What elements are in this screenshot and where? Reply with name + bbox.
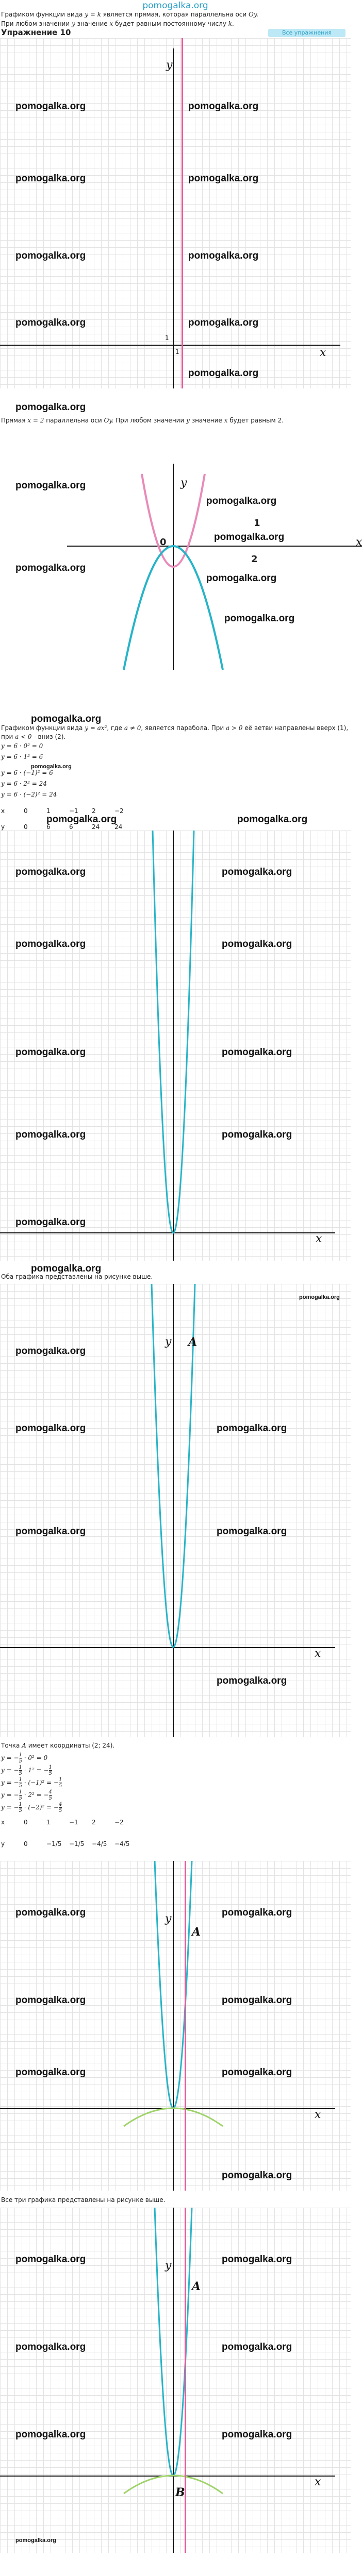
point-a-label: A bbox=[192, 1925, 201, 1939]
watermark: pomogalka.org bbox=[299, 1294, 340, 1300]
paragraph-three-graphs: Все три графика представлены на рисунке выше. bbox=[1, 2196, 166, 2204]
site-logo[interactable]: pomogalka.org bbox=[142, 1, 208, 11]
watermark: pomogalka.org bbox=[15, 2067, 86, 2078]
origin-label: 0 bbox=[160, 537, 167, 548]
watermark: pomogalka.org bbox=[31, 1263, 102, 1274]
figure-vertical-line bbox=[0, 38, 351, 388]
x-label: x bbox=[320, 346, 326, 359]
y-label: y bbox=[165, 2259, 172, 2272]
y-label: y bbox=[165, 1335, 172, 1348]
watermark: pomogalka.org bbox=[15, 1129, 86, 1140]
paragraph-point-a: Точка A имеет координаты (2; 24). bbox=[1, 1742, 115, 1749]
figure-parabola-6x2 bbox=[0, 831, 351, 1261]
watermark: pomogalka.org bbox=[15, 250, 86, 261]
watermark: pomogalka.org bbox=[15, 563, 86, 573]
watermark: pomogalka.org bbox=[15, 2342, 86, 2352]
curve-label-1: 1 bbox=[254, 518, 260, 529]
equation-line: y = 6 · 2² = 24 bbox=[1, 780, 47, 787]
watermark: pomogalka.org bbox=[15, 1346, 86, 1357]
watermark: pomogalka.org bbox=[15, 1526, 86, 1537]
watermark: pomogalka.org bbox=[188, 173, 259, 184]
y-label: y bbox=[165, 1912, 172, 1925]
y-axis bbox=[173, 48, 174, 388]
watermark: pomogalka.org bbox=[217, 1526, 287, 1537]
x-label: x bbox=[315, 2108, 321, 2121]
paragraph-intro: Графиком функции вида y = k является прямая, которая параллельна оси Oy. bbox=[1, 11, 258, 18]
line-x-equals-2 bbox=[185, 1861, 186, 2191]
x-label: x bbox=[356, 536, 362, 549]
exercise-heading: Упражнение 10 bbox=[1, 28, 71, 37]
y-label: y bbox=[180, 477, 187, 489]
paragraph-line-x2: Прямая x = 2 параллельна оси Oy. При любом значении y значение x будет равным 2. bbox=[1, 417, 284, 424]
watermark: pomogalka.org bbox=[31, 764, 72, 770]
watermark: pomogalka.org bbox=[188, 368, 259, 379]
paragraph-both-graphs: Оба графика представлены на рисунке выше. bbox=[1, 1273, 153, 1280]
table-row-x: x 0 1 −1 2 −2 bbox=[1, 1819, 124, 1826]
watermark: pomogalka.org bbox=[15, 173, 86, 184]
watermark: pomogalka.org bbox=[31, 714, 102, 724]
watermark: pomogalka.org bbox=[222, 2429, 292, 2440]
x-label: x bbox=[315, 2476, 321, 2488]
watermark: pomogalka.org bbox=[222, 1129, 292, 1140]
watermark: pomogalka.org bbox=[222, 2254, 292, 2265]
all-exercises-button[interactable]: Все упражнения bbox=[268, 29, 345, 37]
equation-line: y = 6 · 1² = 6 bbox=[1, 753, 43, 760]
watermark: pomogalka.org bbox=[46, 814, 117, 825]
watermark: pomogalka.org bbox=[237, 814, 308, 825]
point-b-label: B bbox=[175, 2486, 185, 2499]
watermark: pomogalka.org bbox=[222, 867, 292, 877]
curve-label-2: 2 bbox=[251, 554, 258, 565]
watermark: pomogalka.org bbox=[222, 1995, 292, 2006]
watermark: pomogalka.org bbox=[15, 867, 86, 877]
watermark: pomogalka.org bbox=[15, 101, 86, 112]
watermark: pomogalka.org bbox=[188, 101, 259, 112]
watermark: pomogalka.org bbox=[217, 1423, 287, 1434]
paragraph-intro-2: При любом значении y значение x будет равным постоянному числу k. bbox=[1, 20, 234, 27]
x-label: x bbox=[316, 1232, 322, 1245]
watermark: pomogalka.org bbox=[15, 480, 86, 491]
watermark: pomogalka.org bbox=[222, 2067, 292, 2078]
equation-line: y = 6 · (−1)² = 6 bbox=[1, 769, 53, 776]
watermark: pomogalka.org bbox=[206, 496, 277, 506]
watermark: pomogalka.org bbox=[15, 2537, 56, 2544]
watermark: pomogalka.org bbox=[188, 317, 259, 328]
point-a-label: A bbox=[188, 1335, 198, 1349]
table-row-x: x 0 1 −1 2 −2 bbox=[1, 807, 124, 815]
watermark: pomogalka.org bbox=[15, 1423, 86, 1434]
watermark: pomogalka.org bbox=[15, 1995, 86, 2006]
tick-one-x: 1 bbox=[175, 348, 179, 355]
watermark: pomogalka.org bbox=[15, 402, 86, 413]
x-label: x bbox=[315, 1647, 321, 1660]
watermark: pomogalka.org bbox=[214, 532, 285, 543]
watermark: pomogalka.org bbox=[15, 317, 86, 328]
watermark: pomogalka.org bbox=[222, 2170, 292, 2181]
watermark: pomogalka.org bbox=[15, 1047, 86, 1058]
line-x-equals-2 bbox=[185, 2208, 186, 2553]
figure-parabola-sketch bbox=[0, 453, 362, 711]
watermark: pomogalka.org bbox=[15, 2429, 86, 2440]
watermark: pomogalka.org bbox=[15, 939, 86, 950]
watermark: pomogalka.org bbox=[188, 250, 259, 261]
watermark: pomogalka.org bbox=[224, 613, 295, 624]
equation-line: y = 6 · (−2)² = 24 bbox=[1, 791, 57, 798]
figure-two-parabolas bbox=[0, 1284, 351, 1737]
tick-one-y: 1 bbox=[165, 334, 169, 342]
watermark: pomogalka.org bbox=[222, 1907, 292, 1918]
y-label: y bbox=[166, 59, 173, 72]
table-row-y: y 0 −1/5 −1/5 −4/5 −4/5 bbox=[1, 1840, 130, 1848]
watermark: pomogalka.org bbox=[222, 2342, 292, 2352]
watermark: pomogalka.org bbox=[206, 573, 277, 584]
equation-line: y = 6 · 0² = 0 bbox=[1, 742, 43, 750]
figure-three-graphs bbox=[0, 1861, 351, 2191]
paragraph-parabola: Графиком функции вида y = ax², где a ≠ 0, является парабола. При a > 0 её ветви направлены вверх (1), при a < 0 - вниз (2). bbox=[1, 724, 349, 740]
figure-segment-ab bbox=[0, 2208, 351, 2553]
watermark: pomogalka.org bbox=[222, 939, 292, 950]
watermark: pomogalka.org bbox=[15, 2254, 86, 2265]
line-x-equals-1 bbox=[182, 38, 183, 388]
watermark: pomogalka.org bbox=[15, 1217, 86, 1228]
x-axis bbox=[0, 345, 340, 346]
point-a-label: A bbox=[192, 2280, 201, 2293]
watermark: pomogalka.org bbox=[15, 1907, 86, 1918]
watermark: pomogalka.org bbox=[217, 1675, 287, 1686]
equations-block-2: y = − 1 5 · 0² = 0 y = − 1 5 · 1² = − 1 5 y = − 1 5 · (−1)² = − 1 5 y = − 1 5 · 2² = − 4 5 y = − 1 5 · (−2)² = − 4 5 bbox=[1, 1752, 62, 1814]
table-row-y: y 0 6 6 24 24 bbox=[1, 823, 123, 831]
watermark: pomogalka.org bbox=[222, 1047, 292, 1058]
